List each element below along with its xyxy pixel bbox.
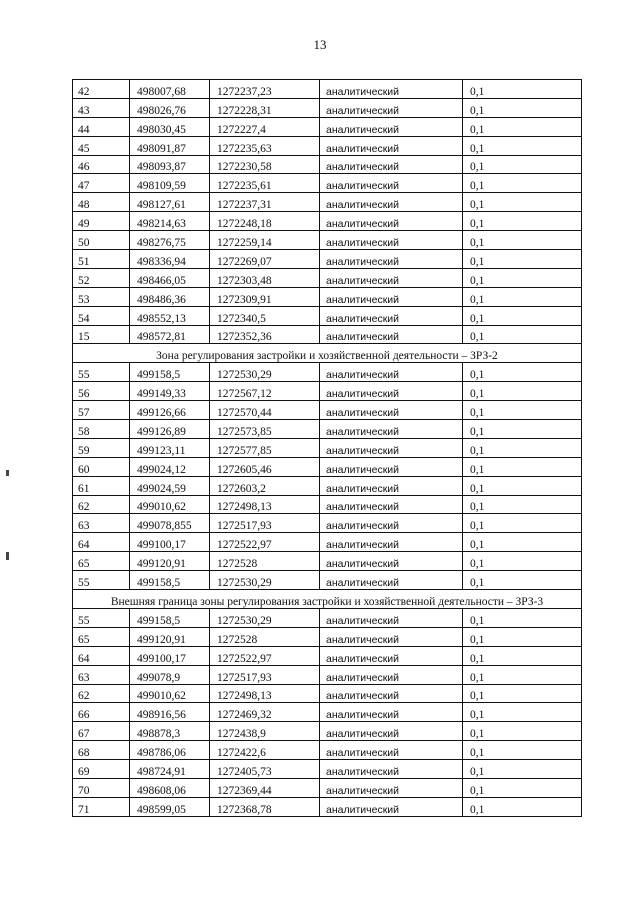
x-coordinate-cell: 498030,45 [130,117,210,136]
point-number-cell: 45 [73,136,130,155]
method-cell: аналитический [320,684,463,703]
table-row [73,117,582,136]
method-cell: аналитический [320,268,463,287]
x-coordinate-cell: 498486,36 [130,287,210,306]
table-row [73,797,582,816]
y-coordinate-cell: 1272528 [210,627,320,646]
accuracy-cell: 0,1 [463,571,582,590]
table-row [73,212,582,231]
point-number-cell: 64 [73,533,130,552]
y-coordinate-cell: 1272498,13 [210,684,320,703]
point-number-cell: 42 [73,80,130,99]
x-coordinate-cell: 498608,06 [130,778,210,797]
accuracy-cell: 0,1 [463,627,582,646]
point-number-cell: 68 [73,741,130,760]
accuracy-cell: 0,1 [463,476,582,495]
table-row [73,174,582,193]
method-cell: аналитический [320,627,463,646]
y-coordinate-cell: 1272248,18 [210,212,320,231]
table-row [73,306,582,325]
point-number-cell: 70 [73,778,130,797]
table-row [73,722,582,741]
accuracy-cell: 0,1 [463,325,582,344]
y-coordinate-cell: 1272570,44 [210,401,320,420]
y-coordinate-cell: 1272235,63 [210,136,320,155]
point-number-cell: 63 [73,665,130,684]
point-number-cell: 66 [73,703,130,722]
x-coordinate-cell: 499120,91 [130,627,210,646]
point-number-cell: 63 [73,514,130,533]
method-cell: аналитический [320,325,463,344]
y-coordinate-cell: 1272498,13 [210,495,320,514]
method-cell: аналитический [320,514,463,533]
table-row [73,363,582,382]
accuracy-cell: 0,1 [463,98,582,117]
method-cell: аналитический [320,495,463,514]
scan-margin-mark [6,552,9,560]
method-cell: аналитический [320,722,463,741]
point-number-cell: 69 [73,760,130,779]
zone-heading: Внешняя граница зоны регулирования застройки и хозяйственной деятельности – ЗРЗ-3 [73,590,582,609]
scan-margin-mark [6,470,9,476]
method-cell: аналитический [320,155,463,174]
coordinates-table-body [73,80,582,817]
y-coordinate-cell: 1272368,78 [210,797,320,816]
accuracy-cell: 0,1 [463,457,582,476]
y-coordinate-cell: 1272577,85 [210,438,320,457]
y-coordinate-cell: 1272530,29 [210,363,320,382]
accuracy-cell: 0,1 [463,438,582,457]
point-number-cell: 62 [73,684,130,703]
method-cell: аналитический [320,457,463,476]
y-coordinate-cell: 1272269,07 [210,250,320,269]
accuracy-cell: 0,1 [463,382,582,401]
accuracy-cell: 0,1 [463,363,582,382]
y-coordinate-cell: 1272237,31 [210,193,320,212]
table-row [73,703,582,722]
point-number-cell: 57 [73,401,130,420]
point-number-cell: 55 [73,608,130,627]
accuracy-cell: 0,1 [463,608,582,627]
y-coordinate-cell: 1272237,23 [210,80,320,99]
y-coordinate-cell: 1272567,12 [210,382,320,401]
method-cell: аналитический [320,231,463,250]
x-coordinate-cell: 498878,3 [130,722,210,741]
y-coordinate-cell: 1272352,36 [210,325,320,344]
point-number-cell: 61 [73,476,130,495]
y-coordinate-cell: 1272603,2 [210,476,320,495]
accuracy-cell: 0,1 [463,646,582,665]
table-row [73,741,582,760]
accuracy-cell: 0,1 [463,117,582,136]
x-coordinate-cell: 499078,855 [130,514,210,533]
accuracy-cell: 0,1 [463,778,582,797]
y-coordinate-cell: 1272303,48 [210,268,320,287]
accuracy-cell: 0,1 [463,80,582,99]
method-cell: аналитический [320,382,463,401]
table-row [73,155,582,174]
point-number-cell: 65 [73,627,130,646]
zone-heading-row [73,344,582,363]
accuracy-cell: 0,1 [463,684,582,703]
point-number-cell: 59 [73,438,130,457]
method-cell: аналитический [320,552,463,571]
y-coordinate-cell: 1272530,29 [210,571,320,590]
y-coordinate-cell: 1272228,31 [210,98,320,117]
x-coordinate-cell: 498724,91 [130,760,210,779]
y-coordinate-cell: 1272522,97 [210,646,320,665]
accuracy-cell: 0,1 [463,212,582,231]
method-cell: аналитический [320,98,463,117]
table-row [73,646,582,665]
accuracy-cell: 0,1 [463,495,582,514]
method-cell: аналитический [320,703,463,722]
x-coordinate-cell: 498466,05 [130,268,210,287]
point-number-cell: 53 [73,287,130,306]
accuracy-cell: 0,1 [463,231,582,250]
point-number-cell: 56 [73,382,130,401]
point-number-cell: 55 [73,363,130,382]
x-coordinate-cell: 499126,89 [130,420,210,439]
point-number-cell: 48 [73,193,130,212]
x-coordinate-cell: 499010,62 [130,495,210,514]
x-coordinate-cell: 498572,81 [130,325,210,344]
method-cell: аналитический [320,533,463,552]
point-number-cell: 64 [73,646,130,665]
method-cell: аналитический [320,438,463,457]
point-number-cell: 50 [73,231,130,250]
x-coordinate-cell: 499120,91 [130,552,210,571]
table-row [73,457,582,476]
accuracy-cell: 0,1 [463,268,582,287]
table-row [73,193,582,212]
table-row [73,98,582,117]
method-cell: аналитический [320,287,463,306]
x-coordinate-cell: 498007,68 [130,80,210,99]
x-coordinate-cell: 499123,11 [130,438,210,457]
method-cell: аналитический [320,401,463,420]
y-coordinate-cell: 1272340,5 [210,306,320,325]
table-row [73,476,582,495]
table-row [73,608,582,627]
table-row [73,665,582,684]
table-row [73,325,582,344]
y-coordinate-cell: 1272227,4 [210,117,320,136]
y-coordinate-cell: 1272573,85 [210,420,320,439]
point-number-cell: 54 [73,306,130,325]
table-row [73,268,582,287]
accuracy-cell: 0,1 [463,155,582,174]
x-coordinate-cell: 499158,5 [130,571,210,590]
method-cell: аналитический [320,193,463,212]
x-coordinate-cell: 498214,63 [130,212,210,231]
y-coordinate-cell: 1272259,14 [210,231,320,250]
table-row [73,571,582,590]
x-coordinate-cell: 498336,94 [130,250,210,269]
point-number-cell: 47 [73,174,130,193]
accuracy-cell: 0,1 [463,722,582,741]
x-coordinate-cell: 498276,75 [130,231,210,250]
x-coordinate-cell: 499078,9 [130,665,210,684]
x-coordinate-cell: 499024,59 [130,476,210,495]
accuracy-cell: 0,1 [463,401,582,420]
y-coordinate-cell: 1272422,6 [210,741,320,760]
x-coordinate-cell: 499149,33 [130,382,210,401]
x-coordinate-cell: 498552,13 [130,306,210,325]
x-coordinate-cell: 499158,5 [130,363,210,382]
accuracy-cell: 0,1 [463,797,582,816]
accuracy-cell: 0,1 [463,760,582,779]
accuracy-cell: 0,1 [463,665,582,684]
table-row [73,627,582,646]
table-row [73,778,582,797]
x-coordinate-cell: 498599,05 [130,797,210,816]
method-cell: аналитический [320,363,463,382]
x-coordinate-cell: 498109,59 [130,174,210,193]
y-coordinate-cell: 1272438,9 [210,722,320,741]
point-number-cell: 62 [73,495,130,514]
x-coordinate-cell: 498916,56 [130,703,210,722]
accuracy-cell: 0,1 [463,250,582,269]
accuracy-cell: 0,1 [463,533,582,552]
y-coordinate-cell: 1272530,29 [210,608,320,627]
accuracy-cell: 0,1 [463,287,582,306]
table-row [73,382,582,401]
x-coordinate-cell: 498127,61 [130,193,210,212]
point-number-cell: 55 [73,571,130,590]
method-cell: аналитический [320,797,463,816]
y-coordinate-cell: 1272605,46 [210,457,320,476]
point-number-cell: 15 [73,325,130,344]
table-row [73,287,582,306]
x-coordinate-cell: 498026,76 [130,98,210,117]
y-coordinate-cell: 1272469,32 [210,703,320,722]
accuracy-cell: 0,1 [463,552,582,571]
x-coordinate-cell: 499126,66 [130,401,210,420]
method-cell: аналитический [320,665,463,684]
table-row [73,552,582,571]
method-cell: аналитический [320,212,463,231]
accuracy-cell: 0,1 [463,514,582,533]
accuracy-cell: 0,1 [463,703,582,722]
table-row [73,80,582,99]
table-row [73,760,582,779]
coordinates-table [72,79,582,817]
point-number-cell: 49 [73,212,130,231]
y-coordinate-cell: 1272309,91 [210,287,320,306]
method-cell: аналитический [320,608,463,627]
y-coordinate-cell: 1272405,73 [210,760,320,779]
x-coordinate-cell: 499010,62 [130,684,210,703]
point-number-cell: 67 [73,722,130,741]
x-coordinate-cell: 498091,87 [130,136,210,155]
method-cell: аналитический [320,306,463,325]
accuracy-cell: 0,1 [463,136,582,155]
table-row [73,533,582,552]
table-row [73,438,582,457]
method-cell: аналитический [320,117,463,136]
x-coordinate-cell: 499100,17 [130,533,210,552]
method-cell: аналитический [320,136,463,155]
x-coordinate-cell: 498786,06 [130,741,210,760]
table-row [73,514,582,533]
point-number-cell: 71 [73,797,130,816]
point-number-cell: 58 [73,420,130,439]
point-number-cell: 43 [73,98,130,117]
zone-heading-row [73,590,582,609]
point-number-cell: 46 [73,155,130,174]
method-cell: аналитический [320,174,463,193]
y-coordinate-cell: 1272517,93 [210,665,320,684]
table-row [73,420,582,439]
accuracy-cell: 0,1 [463,174,582,193]
method-cell: аналитический [320,420,463,439]
page-number: 13 [313,37,327,52]
method-cell: аналитический [320,778,463,797]
x-coordinate-cell: 499100,17 [130,646,210,665]
y-coordinate-cell: 1272235,61 [210,174,320,193]
point-number-cell: 44 [73,117,130,136]
method-cell: аналитический [320,741,463,760]
point-number-cell: 52 [73,268,130,287]
x-coordinate-cell: 499158,5 [130,608,210,627]
accuracy-cell: 0,1 [463,193,582,212]
table-row [73,136,582,155]
table-row [73,250,582,269]
table-row [73,495,582,514]
point-number-cell: 60 [73,457,130,476]
point-number-cell: 51 [73,250,130,269]
method-cell: аналитический [320,250,463,269]
method-cell: аналитический [320,646,463,665]
accuracy-cell: 0,1 [463,741,582,760]
accuracy-cell: 0,1 [463,420,582,439]
y-coordinate-cell: 1272522,97 [210,533,320,552]
y-coordinate-cell: 1272230,58 [210,155,320,174]
accuracy-cell: 0,1 [463,306,582,325]
point-number-cell: 65 [73,552,130,571]
table-row [73,401,582,420]
y-coordinate-cell: 1272528 [210,552,320,571]
table-row [73,231,582,250]
x-coordinate-cell: 498093,87 [130,155,210,174]
zone-heading: Зона регулирования застройки и хозяйственной деятельности – ЗРЗ-2 [73,344,582,363]
method-cell: аналитический [320,80,463,99]
x-coordinate-cell: 499024,12 [130,457,210,476]
table-row [73,684,582,703]
method-cell: аналитический [320,476,463,495]
y-coordinate-cell: 1272517,93 [210,514,320,533]
method-cell: аналитический [320,760,463,779]
y-coordinate-cell: 1272369,44 [210,778,320,797]
method-cell: аналитический [320,571,463,590]
